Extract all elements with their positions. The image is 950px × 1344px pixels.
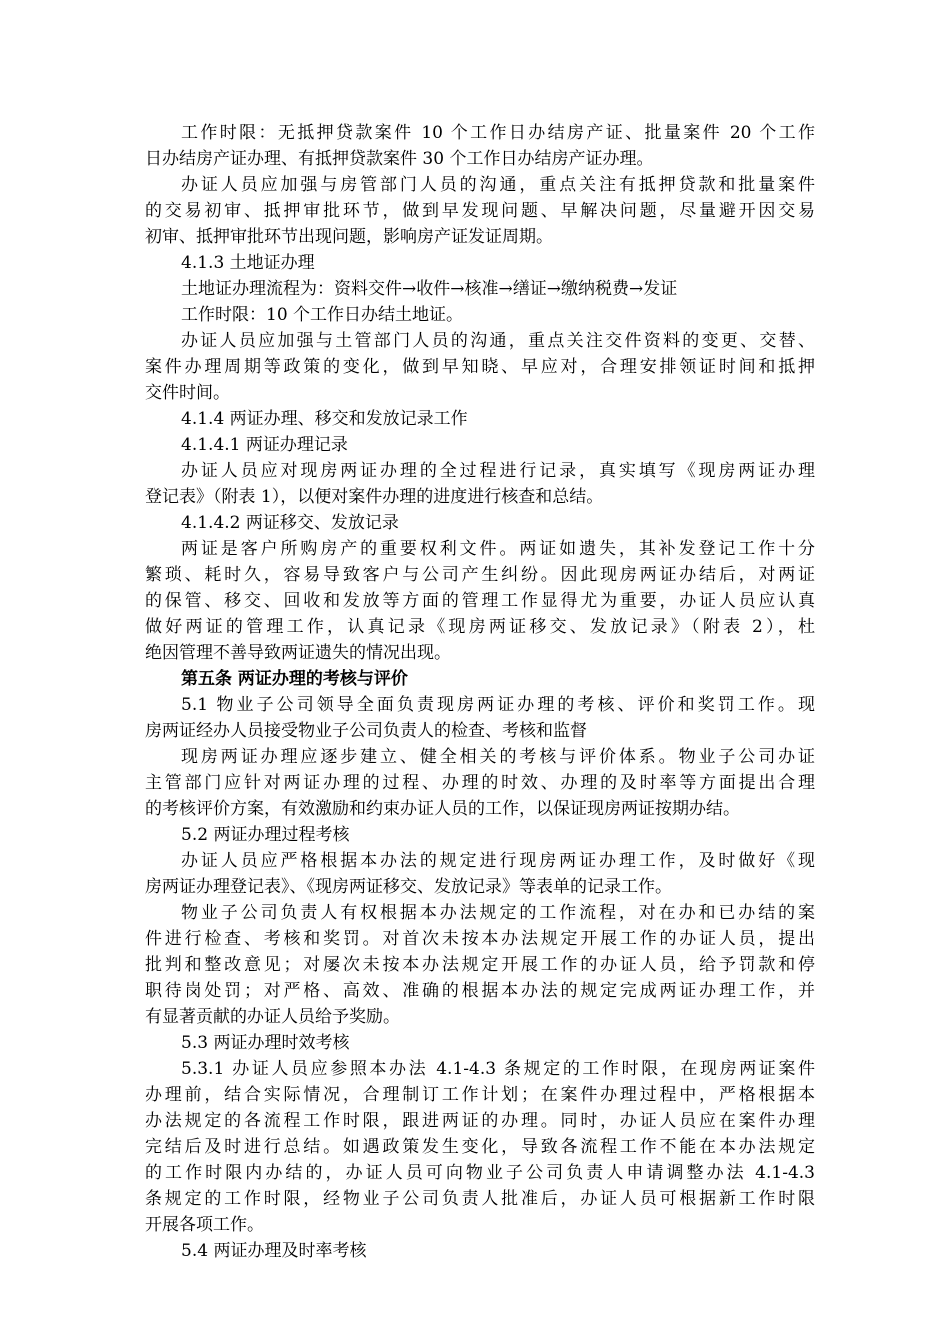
text-line: 绝因管理不善导致两证遗失的情况出现。 <box>145 643 451 663</box>
text-line: 交件时间。 <box>145 383 230 403</box>
paragraph <box>145 172 815 250</box>
paragraph <box>145 1030 815 1056</box>
text-line: 有显著贡献的办证人员给予奖励。 <box>145 1007 400 1027</box>
text-line: 办证人员应对现房两证办理的全过程进行记录，真实填写《现房两证办理 <box>181 461 815 481</box>
paragraph <box>145 1238 815 1264</box>
text-line: 4.1.4.2 两证移交、发放记录 <box>181 513 399 533</box>
text-line: 5.3 两证办理时效考核 <box>181 1033 350 1053</box>
text-line: 第五条 两证办理的考核与评价 <box>181 669 408 689</box>
paragraph <box>145 822 815 848</box>
text-line: 件进行检查、考核和奖罚。对首次未按本办法规定开展工作的办证人员，提出 <box>145 929 815 949</box>
paragraph <box>145 432 815 458</box>
text-line: 办理前，结合实际情况，合理制订工作计划；在案件办理过程中，严格根据本 <box>145 1085 815 1105</box>
paragraph <box>145 692 815 744</box>
text-line: 5.3.1 办证人员应参照本办法 4.1-4.3 条规定的工作时限，在现房两证案件 <box>181 1059 815 1079</box>
text-line: 初审、抵押审批环节出现问题，影响房产证发证周期。 <box>145 227 553 247</box>
text-line: 4.1.3 土地证办理 <box>181 253 315 273</box>
text-line: 登记表》（附表 1），以便对案件办理的进度进行核查和总结。 <box>145 487 604 507</box>
text-line: 做好两证的管理工作，认真记录《现房两证移交、发放记录》（附表 2），杜 <box>145 617 815 637</box>
text-line: 开展各项工作。 <box>145 1215 264 1235</box>
text-line: 条规定的工作时限，经物业子公司负责人批准后，办证人员可根据新工作时限 <box>145 1189 815 1209</box>
paragraph <box>145 276 815 302</box>
paragraph <box>145 250 815 276</box>
text-line: 办证人员应加强与土管部门人员的沟通，重点关注交件资料的变更、交替、 <box>181 331 815 351</box>
text-line: 主管部门应针对两证办理的过程、办理的时效、办理的及时率等方面提出合理 <box>145 773 815 793</box>
paragraph <box>145 510 815 536</box>
text-line: 案件办理周期等政策的变化，做到早知晓、早应对，合理安排领证时间和抵押 <box>145 357 815 377</box>
paragraph <box>145 848 815 900</box>
text-line: 办法规定的各流程工作时限，跟进两证的办理。同时，办证人员应在案件办理 <box>145 1111 815 1131</box>
text-line: 两证是客户所购房产的重要权利文件。两证如遗失，其补发登记工作十分 <box>181 539 815 559</box>
text-line: 4.1.4.1 两证办理记录 <box>181 435 348 455</box>
text-line: 繁琐、耗时久，容易导致客户与公司产生纠纷。因此现房两证办结后，对两证 <box>145 565 815 585</box>
paragraph <box>145 302 815 328</box>
text-line: 房两证办理登记表》、《现房两证移交、发放记录》等表单的记录工作。 <box>145 877 672 897</box>
text-line: 现房两证办理应逐步建立、健全相关的考核与评价体系。物业子公司办证 <box>181 747 815 767</box>
text-line: 的考核评价方案，有效激励和约束办证人员的工作，以保证现房两证按期办结。 <box>145 799 740 819</box>
paragraph <box>145 406 815 432</box>
text-line: 的交易初审、抵押审批环节，做到早发现问题、早解决问题，尽量避开因交易 <box>145 201 815 221</box>
text-line: 工作时限：无抵押贷款案件 10 个工作日办结房产证、批量案件 20 个工作 <box>181 123 815 143</box>
text-line: 办证人员应加强与房管部门人员的沟通，重点关注有抵押贷款和批量案件 <box>181 175 815 195</box>
paragraph <box>145 458 815 510</box>
text-line: 日办结房产证办理、有抵押贷款案件 30 个工作日办结房产证办理。 <box>145 149 654 169</box>
text-line: 工作时限：10 个工作日办结土地证。 <box>181 305 464 325</box>
text-line: 的保管、移交、回收和发放等方面的管理工作显得尤为重要，办证人员应认真 <box>145 591 815 611</box>
text-line: 4.1.4 两证办理、移交和发放记录工作 <box>181 409 468 429</box>
text-line: 办证人员应严格根据本办法的规定进行现房两证办理工作，及时做好《现 <box>181 851 815 871</box>
text-line: 的工作时限内办结的，办证人员可向物业子公司负责人申请调整办法 4.1-4.3 <box>145 1163 815 1183</box>
text-line: 5.4 两证办理及时率考核 <box>181 1241 367 1261</box>
document-page <box>145 120 815 1264</box>
text-line: 5.2 两证办理过程考核 <box>181 825 350 845</box>
paragraph <box>145 120 815 172</box>
paragraph <box>145 744 815 822</box>
text-line: 完结后及时进行总结。如遇政策发生变化，导致各流程工作不能在本办法规定 <box>145 1137 815 1157</box>
paragraph <box>145 1056 815 1238</box>
text-line: 批判和整改意见；对屡次未按本办法规定开展工作的办证人员，给予罚款和停 <box>145 955 815 975</box>
text-line: 职待岗处罚；对严格、高效、准确的根据本办法的规定完成两证办理工作，并 <box>145 981 815 1001</box>
paragraph <box>145 536 815 666</box>
text-line: 物业子公司负责人有权根据本办法规定的工作流程，对在办和已办结的案 <box>181 903 815 923</box>
paragraph <box>145 328 815 406</box>
paragraph <box>145 900 815 1030</box>
text-line: 房两证经办人员接受物业子公司负责人的检查、考核和监督 <box>145 721 587 741</box>
section-heading <box>145 666 815 692</box>
text-line: 土地证办理流程为：资料交件→收件→核准→缮证→缴纳税费→发证 <box>181 279 678 299</box>
text-line: 5.1 物业子公司领导全面负责现房两证办理的考核、评价和奖罚工作。现 <box>181 695 815 715</box>
